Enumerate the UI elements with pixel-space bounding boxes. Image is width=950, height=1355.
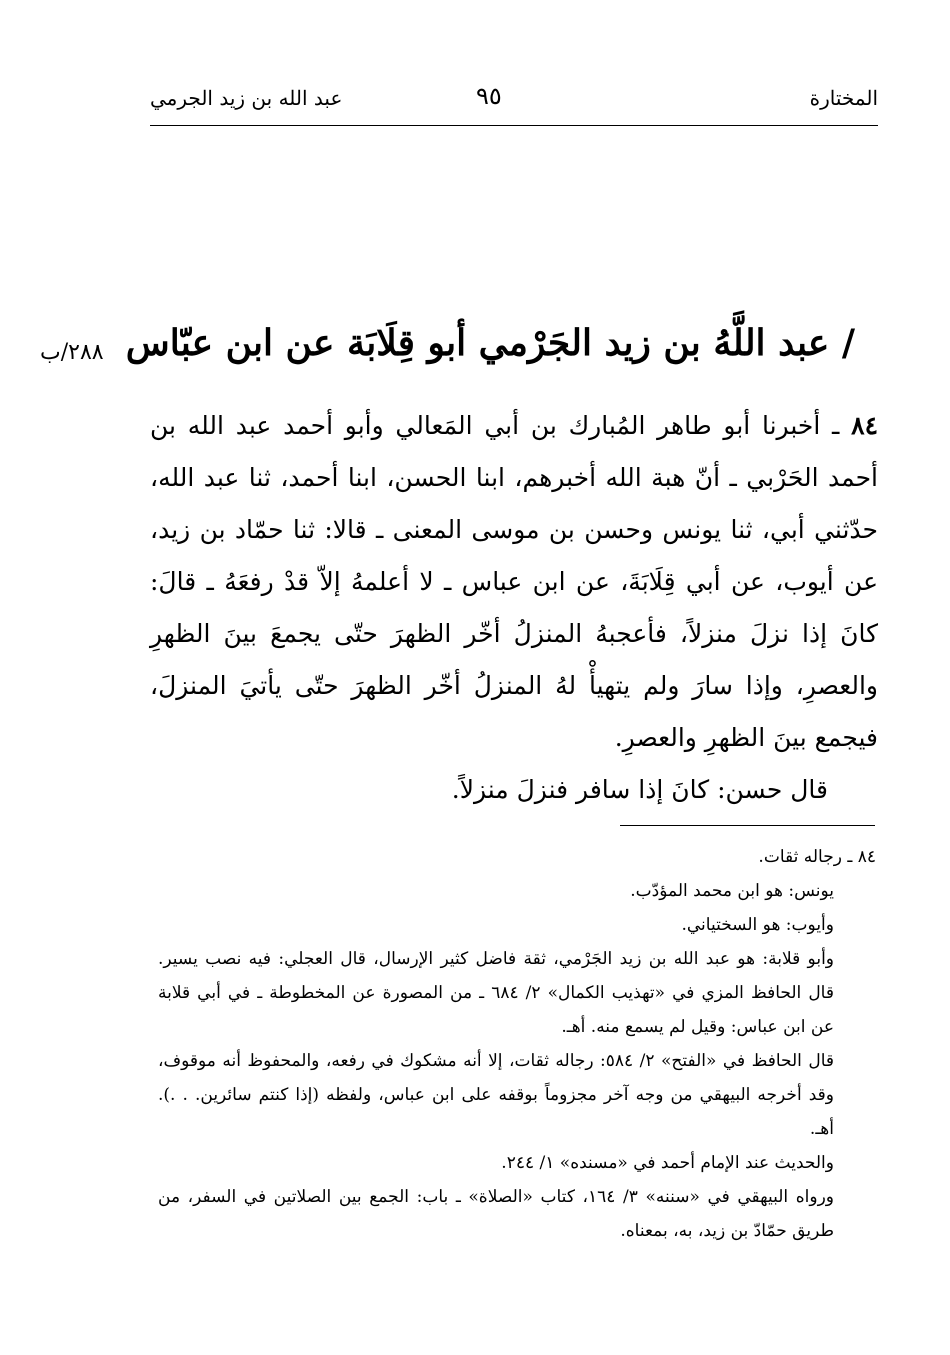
header-chapter-name: عبد الله بن زيد الجرمي	[150, 86, 343, 110]
footnotes	[158, 840, 876, 1248]
footnote-line: وأيوب: هو السختياني.	[681, 915, 834, 935]
footnote-line: والحديث عند الإمام أحمد في «مسنده» ١/ ٢٤٤.	[501, 1153, 834, 1173]
hadith-variant-note: قال حسن: كانَ إذا سافر فنزلَ منزلاً.	[451, 775, 828, 804]
footnote-line: وأبو قلابة: هو عبد الله بن زيد الجَرْمي، ثقة فاضل كثير الإرسال، قال العجلي: فيه نصب يسير. قال الحافظ المزي في «تهذيب الكمال» ٢/ ٦٨٤ ـ من المصورة عن المخطوطة ـ في أبي قلابة عن ابن عباس: وقيل لم يسمع منه. أهـ.	[158, 949, 834, 1037]
footnote-line: قال الحافظ في «الفتح» ٢/ ٥٨٤: رجاله ثقات، إلا أنه مشكوك في رفعه، والمحفوظ أنه موقوف، وقد أخرجه البيهقي من وجه آخر مجزوماً بوقفه على ابن عباس، ولفظه (إذا كنتم سائرين. . .). أهـ.	[158, 1051, 835, 1139]
hadith-number: ٨٤	[851, 411, 878, 440]
header-book-title: المختارة	[809, 86, 878, 110]
footnote-divider	[620, 825, 875, 826]
hadith-text	[150, 400, 878, 816]
chapter-title: / عبد اللَّهُ بن زيد الجَرْمي أبو قِلَابَة عن ابن عبّاس	[125, 322, 855, 364]
page-number: ٩٥	[476, 82, 502, 110]
footnote-line: ورواه البيهقي في «سننه» ٣/ ١٦٤، كتاب «الصلاة» ـ باب: الجمع بين الصلاتين في السفر، من طريق حمّادّ بن زيد، به، بمعناه.	[158, 1187, 834, 1241]
hadith-paragraph	[150, 400, 878, 764]
header-divider	[150, 125, 878, 126]
running-header	[150, 80, 878, 116]
hadith-body: ـ أخبرنا أبو طاهر المُبارك بن أبي المَعالي وأبو أحمد عبد الله بن أحمد الحَرْبي ـ أنّ هبة الله أخبرهم، ابنا الحسن، ابنا أحمد، ثنا عبد الله، حدّثني أبي، ثنا يونس وحسن بن موسى المعنى ـ قالا: ثنا حمّاد بن زيد، عن أيوب، عن أبي قِلَابَةَ، عن ابن عباس ـ لا أعلمهُ إلاّ قدْ رفعَهُ ـ قالَ: كانَ إذا نزلَ منزلاً، فأعجبهُ المنزلُ أخّر الظهرَ حتّى يجمعَ بينَ الظهرِ والعصرِ، وإذا سارَ ولم يتهيأْ لهُ المنزلُ أخّر الظهرَ حتّى يأتيَ المنزلَ، فيجمع بينَ الظهرِ والعصرِ.	[150, 411, 878, 752]
manuscript-folio-marker: ٢٨٨/ب	[40, 340, 104, 365]
footnote-line: ٨٤ ـ رجاله ثقات.	[758, 847, 876, 867]
footnote-line: يونس: هو ابن محمد المؤدّب.	[630, 881, 834, 901]
